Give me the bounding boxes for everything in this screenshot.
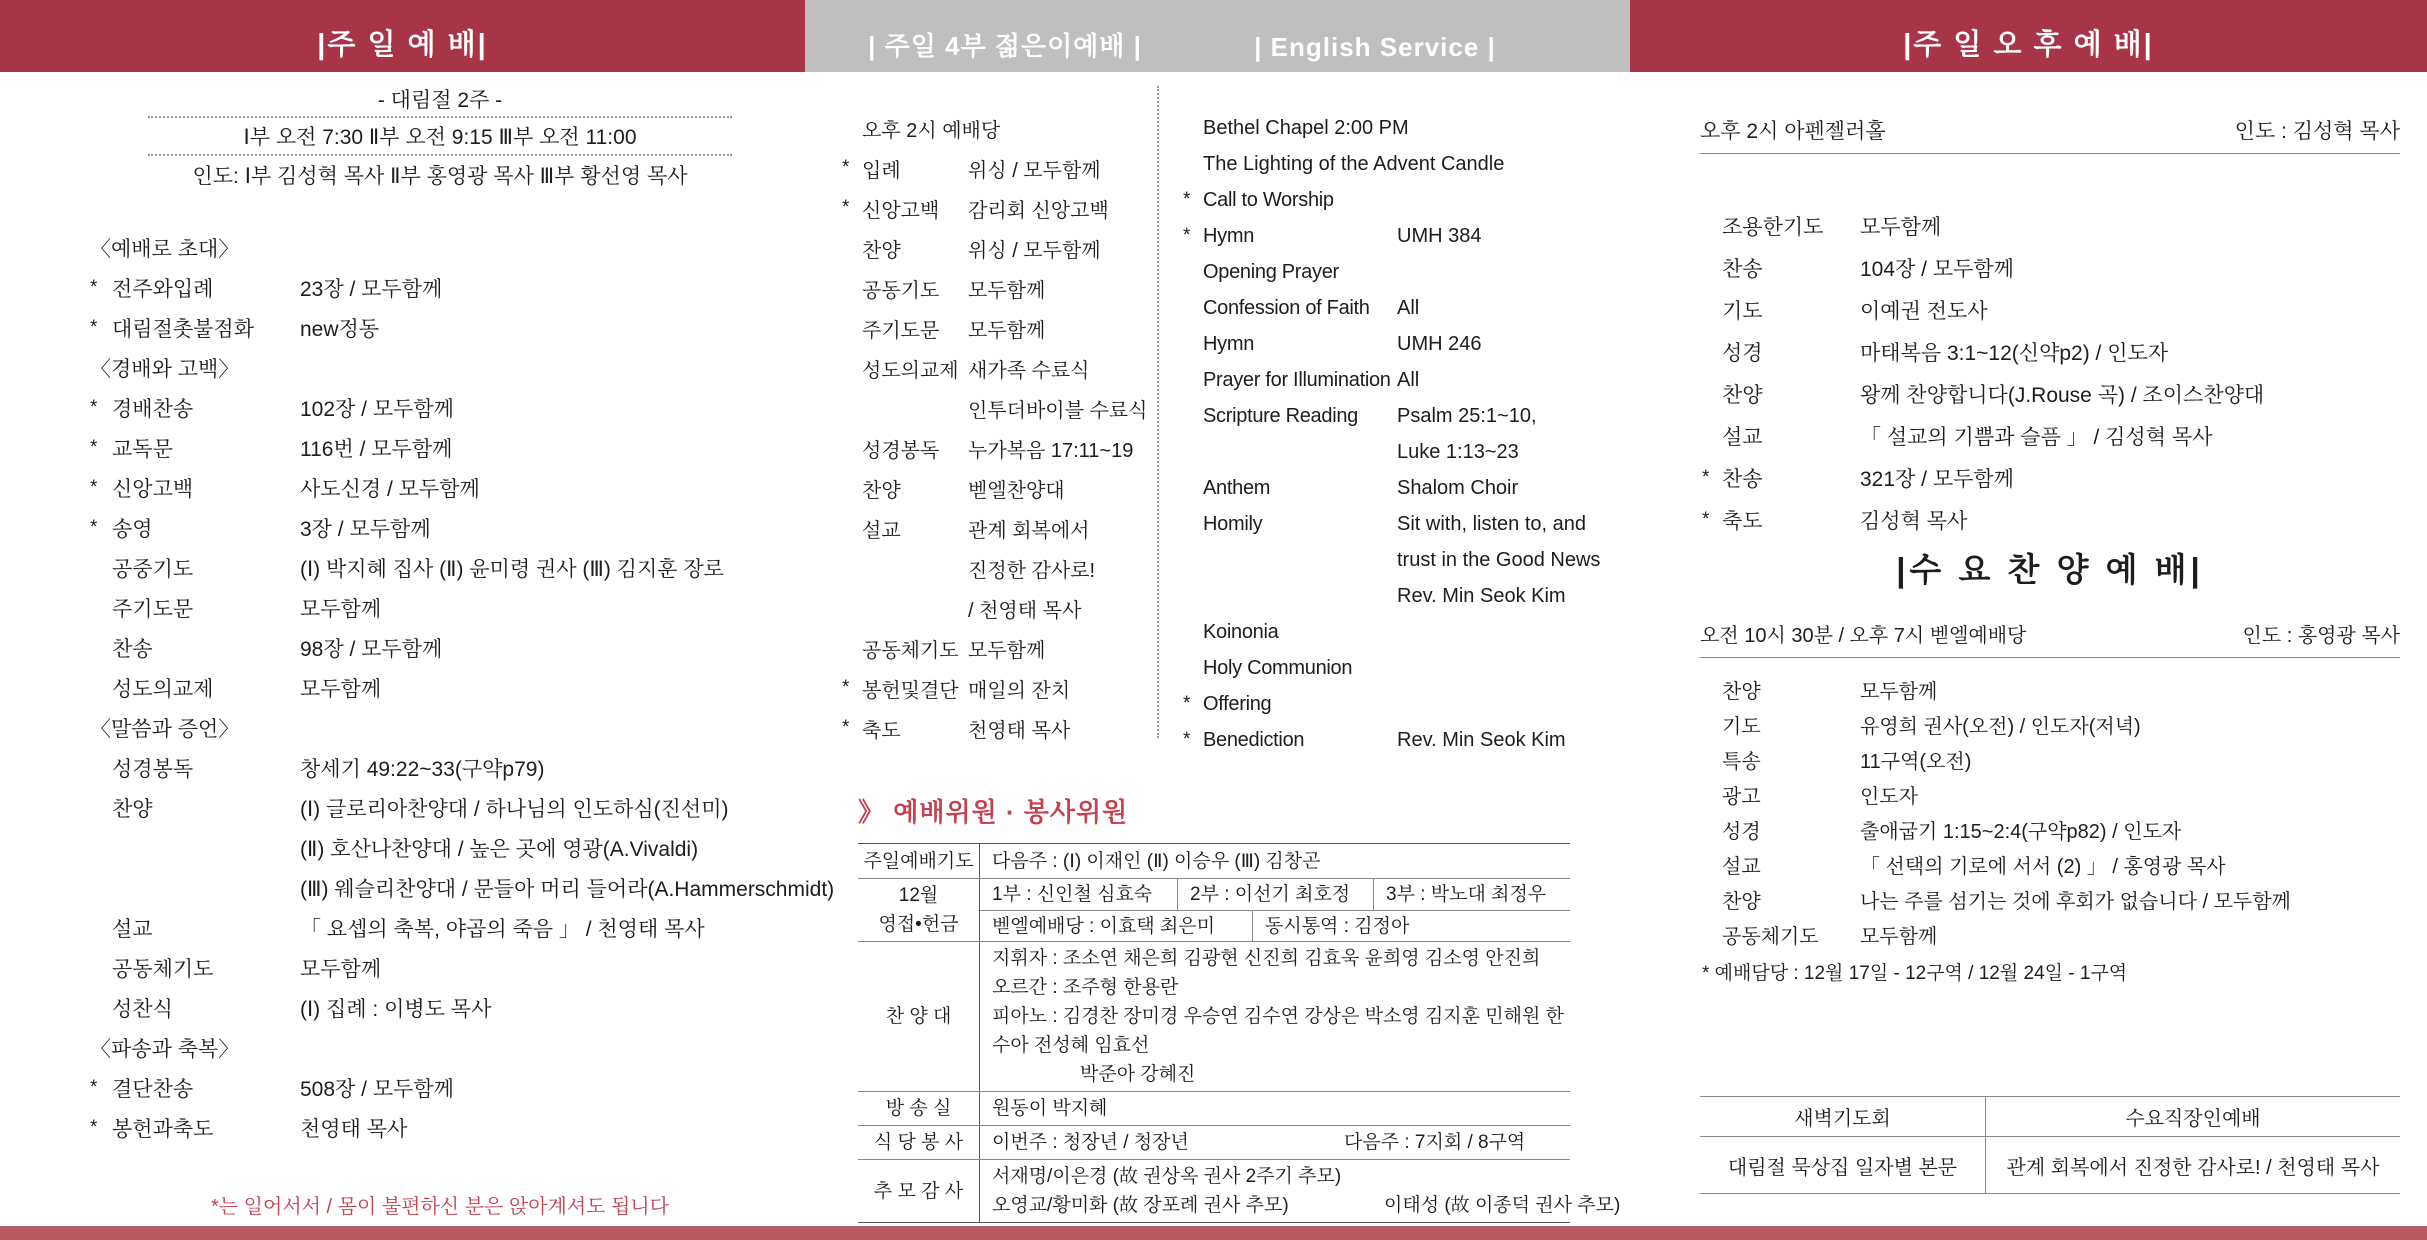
service-row — [1183, 218, 1618, 254]
service-leaders: 인도: Ⅰ부 김성혁 목사 Ⅱ부 홍영광 목사 Ⅲ부 황선영 목사 — [192, 165, 688, 188]
star-mark: * — [90, 1117, 98, 1138]
item-value: 모두함께 — [968, 319, 1046, 342]
item-value: 모두함께 — [300, 678, 382, 701]
section-heading: 〈경배와 고백〉 — [90, 358, 240, 381]
table-row — [858, 941, 1570, 1091]
item-value: 11구역(오전) — [1860, 751, 1972, 773]
star-mark: * — [842, 677, 850, 698]
choir-line: 박준아 강혜진 — [1080, 1064, 1196, 1085]
item-value: 나는 주를 섬기는 것에 후회가 없습니다 / 모두함께 — [1860, 891, 2291, 913]
service-row — [90, 508, 790, 548]
item-label: 공동체기도 — [1722, 926, 1819, 948]
item-value: new정동 — [300, 318, 380, 341]
bottom-red-bar — [0, 1226, 2427, 1240]
wednesday-service-title: |수 요 찬 양 예 배| — [1896, 551, 2204, 588]
star-mark: * — [1183, 729, 1191, 750]
wednesday-duty-note: * 예배담당 : 12월 17일 - 12구역 / 12월 24일 - 1구역 — [1702, 963, 2128, 984]
service-row — [842, 668, 1152, 708]
youth-service-title: | 주일 4부 젊은이예배 | — [868, 31, 1142, 61]
table-row — [1700, 1137, 2400, 1193]
row-label: 식 당 봉 사 — [858, 1126, 980, 1159]
row-label-line: 영접•헌금 — [878, 914, 959, 935]
service-row — [90, 268, 790, 308]
item-label: 기도 — [1722, 716, 1761, 738]
item-value: 누가복음 17:11~19 — [968, 439, 1134, 462]
afternoon-service-header — [1630, 0, 2427, 72]
item-value: 김성혁 목사 — [1860, 510, 1968, 533]
service-row — [842, 468, 1152, 508]
item-label: Anthem — [1203, 476, 1271, 499]
dawn-prayer-table — [1700, 1096, 2400, 1194]
row-label: 방 송 실 — [858, 1092, 980, 1125]
service-row — [1702, 777, 2402, 812]
section-heading: The Lighting of the Advent Candle — [1203, 152, 1505, 175]
service-row — [842, 308, 1152, 348]
item-label: 송영 — [112, 518, 153, 541]
item-label: 입례 — [862, 159, 901, 182]
table-row — [858, 844, 1570, 878]
service-row — [90, 988, 790, 1028]
item-label: 축도 — [1722, 510, 1763, 533]
table-cell: 벧엘예배당 : 이효택 최은미 — [992, 915, 1216, 937]
item-value: 인투더바이블 수료식 — [968, 399, 1148, 422]
service-row — [90, 468, 790, 508]
item-label: 설교 — [1722, 426, 1763, 449]
service-row — [90, 548, 790, 588]
table-cell: 1부 : 신인철 심효숙 — [992, 884, 1153, 905]
item-label: 공동기도 — [862, 279, 940, 302]
item-label: 성경 — [1722, 821, 1761, 843]
item-label: 찬송 — [112, 638, 153, 661]
service-row — [1702, 373, 2402, 415]
service-row — [1702, 415, 2402, 457]
item-value: 매일의 잔치 — [968, 679, 1071, 702]
top-header-band — [0, 0, 2427, 72]
table-row — [858, 1091, 1570, 1125]
item-value: 벧엘찬양대 — [968, 479, 1065, 502]
row-value: 다음주 : (Ⅰ) 이재인 (Ⅱ) 이승우 (Ⅲ) 김창곤 — [992, 850, 1321, 872]
star-mark: * — [1702, 467, 1710, 488]
sunday-service-list — [90, 228, 835, 1148]
item-label: 교독문 — [112, 438, 173, 461]
service-row — [1702, 247, 2402, 289]
service-row — [90, 828, 790, 868]
item-value: Sit with, listen to, and — [1397, 512, 1586, 535]
service-row — [842, 708, 1152, 748]
service-row — [842, 588, 1152, 628]
item-label: Offering — [1203, 692, 1272, 715]
row-value — [980, 942, 1570, 1091]
item-value: Rev. Min Seok Kim — [1397, 728, 1566, 751]
row-label: 찬 양 대 — [858, 942, 980, 1091]
choir-line: 오르간 : 조주형 한용란 — [992, 977, 1179, 998]
row-value — [980, 1126, 1570, 1159]
service-row — [1702, 457, 2402, 499]
service-row — [842, 508, 1152, 548]
item-value: 이예권 전도사 — [1860, 300, 1988, 323]
next-week-duty: 다음주 : 7지회 / 8구역 — [1344, 1132, 1526, 1153]
item-label: 찬양 — [1722, 384, 1763, 407]
service-row — [1183, 326, 1618, 362]
afternoon-venue: 오후 2시 아펜젤러홀 — [1700, 119, 1886, 143]
item-value: 진정한 감사로! — [968, 559, 1096, 582]
item-value: 116번 / 모두함께 — [300, 438, 453, 461]
sunday-service-title: |주 일 예 배| — [317, 29, 488, 61]
service-row — [90, 668, 790, 708]
service-row — [1702, 289, 2402, 331]
star-mark: * — [1702, 509, 1710, 530]
item-label: 찬양 — [862, 239, 901, 262]
service-row — [90, 588, 790, 628]
service-row — [1183, 614, 1618, 650]
item-label: 전주와입례 — [112, 278, 214, 301]
row-label: 주일예배기도 — [858, 844, 980, 878]
star-mark: * — [90, 517, 98, 538]
item-label: 찬양 — [112, 798, 153, 821]
table-row — [858, 878, 1570, 941]
service-row — [1183, 542, 1618, 578]
wednesday-worker-service-header: 수요직장인예배 — [1985, 1097, 2400, 1136]
item-value: 왕께 찬양합니다(J.Rouse 곡) / 조이스찬양대 — [1860, 384, 2265, 407]
item-label: Benediction — [1203, 728, 1305, 751]
item-value: (Ⅰ) 박지혜 집사 (Ⅱ) 윤미령 권사 (Ⅲ) 김지훈 장로 — [300, 558, 724, 581]
item-value: 104장 / 모두함께 — [1860, 258, 2014, 281]
memorial-line — [992, 1191, 1620, 1220]
service-row — [90, 1108, 790, 1148]
service-row — [1183, 290, 1618, 326]
item-label: 경배찬송 — [112, 398, 194, 421]
item-value: Shalom Choir — [1397, 476, 1519, 499]
service-row — [1183, 578, 1618, 614]
service-row — [1183, 398, 1618, 434]
table-cell: 2부 : 이선기 최호정 — [1177, 879, 1373, 910]
item-label: 성경봉독 — [862, 439, 940, 462]
item-value: 천영태 목사 — [300, 1118, 408, 1141]
sunday-service-column — [90, 84, 835, 1148]
item-label: Hymn — [1203, 224, 1255, 247]
item-label: 성도의교제 — [862, 359, 959, 382]
choir-line: 지휘자 : 조소연 채은희 김광현 신진희 김효욱 윤희영 김소영 안진희 — [992, 948, 1541, 969]
service-row — [90, 948, 790, 988]
item-label: Call to Worship — [1203, 188, 1334, 211]
service-row — [842, 548, 1152, 588]
item-value: 창세기 49:22~33(구약p79) — [300, 758, 545, 781]
service-row — [90, 308, 790, 348]
service-row — [90, 748, 790, 788]
standing-footnote: *는 일어서서 / 몸이 불편하신 분은 앉아계셔도 됩니다 — [211, 1196, 669, 1218]
middle-header — [805, 0, 1630, 72]
item-label: Homily — [1203, 512, 1263, 535]
item-label: Confession of Faith — [1203, 296, 1370, 319]
item-label: 특송 — [1722, 751, 1761, 773]
service-row — [842, 428, 1152, 468]
star-mark: * — [90, 397, 98, 418]
row-label — [858, 879, 980, 941]
table-header-row — [1700, 1097, 2400, 1137]
service-row — [1183, 182, 1618, 218]
item-value: (Ⅱ) 호산나찬양대 / 높은 곳에 영광(A.Vivaldi) — [300, 838, 699, 861]
sunday-service-header — [0, 0, 805, 72]
section-heading: 오후 2시 예배당 — [862, 119, 1001, 142]
item-value: 3장 / 모두함께 — [300, 518, 431, 541]
row-label-line: 12월 — [898, 885, 939, 906]
service-row — [90, 348, 790, 388]
item-label: 성경 — [1722, 342, 1763, 365]
item-value: 모두함께 — [1860, 681, 1938, 703]
section-heading: 〈예배로 초대〉 — [90, 238, 240, 261]
service-row — [842, 628, 1152, 668]
section-heading: 〈파송과 축복〉 — [90, 1038, 240, 1061]
item-label: 신앙고백 — [862, 199, 940, 222]
item-value: (Ⅰ) 집례 : 이병도 목사 — [300, 998, 492, 1021]
item-value: 유영희 권사(오전) / 인도자(저녁) — [1860, 716, 2141, 738]
item-value: All — [1397, 296, 1420, 319]
service-row — [842, 388, 1152, 428]
star-mark: * — [842, 157, 850, 178]
item-value: 「 설교의 기쁨과 슬픔 」 / 김성혁 목사 — [1860, 426, 2213, 449]
afternoon-service-list — [1702, 205, 2402, 541]
item-value: 321장 / 모두함께 — [1860, 468, 2014, 491]
english-service-title: | English Service | — [1254, 32, 1496, 62]
star-mark: * — [90, 277, 98, 298]
item-value: 천영태 목사 — [968, 719, 1071, 742]
memorial-line: 서재명/이은경 (故 권상옥 권사 2주기 추모) — [992, 1166, 1342, 1187]
service-row — [1183, 650, 1618, 686]
wednesday-venue: 오전 10시 30분 / 오후 7시 벧엘예배당 — [1700, 625, 2027, 647]
item-label: 찬양 — [1722, 891, 1761, 913]
table-subrow — [980, 879, 1570, 910]
item-value: 98장 / 모두함께 — [300, 638, 443, 661]
item-label: 공중기도 — [112, 558, 194, 581]
item-label: 성찬식 — [112, 998, 173, 1021]
service-times: Ⅰ부 오전 7:30 Ⅱ부 오전 9:15 Ⅲ부 오전 11:00 — [148, 116, 732, 156]
item-value: 위싱 / 모두함께 — [968, 159, 1101, 182]
section-heading: 〈말씀과 증언〉 — [90, 718, 240, 741]
star-mark: * — [842, 197, 850, 218]
service-row — [1183, 110, 1618, 146]
item-value: 새가족 수료식 — [968, 359, 1090, 382]
table-subrow — [980, 910, 1570, 941]
service-row — [842, 348, 1152, 388]
star-mark: * — [90, 477, 98, 498]
table-cell: 동시통역 : 김정아 — [1252, 911, 1570, 941]
star-mark: * — [90, 1077, 98, 1098]
item-label: 찬송 — [1722, 258, 1763, 281]
afternoon-leader: 인도 : 김성혁 목사 — [2234, 119, 2400, 143]
star-mark: * — [1183, 225, 1191, 246]
wednesday-leader: 인도 : 홍영광 목사 — [2242, 625, 2400, 647]
item-value: 508장 / 모두함께 — [300, 1078, 454, 1101]
item-label: 주기도문 — [862, 319, 940, 342]
service-row — [90, 428, 790, 468]
service-row — [90, 708, 790, 748]
service-row — [1702, 917, 2402, 952]
item-label: 성도의교제 — [112, 678, 214, 701]
service-row — [1702, 742, 2402, 777]
item-label: 신앙고백 — [112, 478, 194, 501]
item-value: UMH 384 — [1397, 224, 1482, 247]
service-row — [90, 628, 790, 668]
service-row — [1183, 146, 1618, 182]
service-row — [1183, 722, 1618, 758]
item-value: 마태복음 3:1~12(신약p2) / 인도자 — [1860, 342, 2169, 365]
afternoon-service-subheader — [1700, 106, 2400, 154]
committee-table — [858, 843, 1621, 1223]
choir-line: 피아노 : 김경찬 장미경 우승연 김수연 강상은 박소영 김지훈 민해원 한수아 전성혜 임효선 — [992, 1006, 1564, 1056]
youth-service-list — [842, 108, 1152, 748]
service-row — [90, 1068, 790, 1108]
item-label: 축도 — [862, 719, 901, 742]
item-value: 모두함께 — [300, 598, 382, 621]
item-value: 「 요셉의 축복, 야곱의 죽음 」 / 천영태 목사 — [300, 918, 705, 941]
wednesday-worker-service-value: 관계 회복에서 진정한 감사로! / 천영태 목사 — [1985, 1137, 2400, 1193]
item-label: 광고 — [1722, 786, 1761, 808]
english-service-list — [1183, 110, 1618, 758]
service-row — [1183, 362, 1618, 398]
memorial-entry: 오영교/황미화 (故 장포례 권사 추모) — [992, 1195, 1289, 1216]
star-mark: * — [842, 717, 850, 738]
row-value — [980, 879, 1570, 941]
item-value: 모두함께 — [968, 279, 1046, 302]
service-row — [1183, 686, 1618, 722]
item-label: Holy Communion — [1203, 656, 1353, 679]
committee-section-title: 》 예배위원 · 봉사위원 — [858, 797, 1129, 827]
service-row — [1702, 847, 2402, 882]
service-row — [90, 908, 790, 948]
item-label: 성경봉독 — [112, 758, 194, 781]
advent-week-label: - 대림절 2주 - — [377, 89, 503, 112]
service-row — [842, 268, 1152, 308]
item-value: 「 선택의 기로에 서서 (2) 」 / 홍영광 목사 — [1860, 856, 2226, 878]
item-value: 23장 / 모두함께 — [300, 278, 443, 301]
service-row — [90, 228, 790, 268]
dawn-prayer-value: 대림절 묵상집 일자별 본문 — [1727, 1156, 1958, 1179]
item-value: 모두함께 — [300, 958, 382, 981]
item-label: 찬송 — [1722, 468, 1763, 491]
row-value: 원동이 박지혜 — [992, 1098, 1108, 1119]
item-label: 대림절촛불점화 — [112, 318, 255, 341]
item-value: Psalm 25:1~10, — [1397, 404, 1537, 427]
star-mark: * — [1183, 189, 1191, 210]
service-row — [1702, 672, 2402, 707]
item-value: 인도자 — [1860, 786, 1918, 808]
table-row — [858, 1125, 1570, 1159]
dotted-column-divider — [1157, 86, 1159, 738]
star-mark: * — [90, 437, 98, 458]
service-row — [1702, 707, 2402, 742]
service-row — [90, 1028, 790, 1068]
item-value: Rev. Min Seok Kim — [1397, 584, 1566, 607]
table-row — [858, 1159, 1621, 1222]
item-label: 결단찬송 — [112, 1078, 194, 1101]
item-label: 찬양 — [862, 479, 901, 502]
service-row — [1702, 205, 2402, 247]
table-cell: 3부 : 박노대 최정우 — [1373, 879, 1570, 910]
afternoon-service-title: |주 일 오 후 예 배| — [1903, 29, 2154, 61]
item-label: 설교 — [112, 918, 153, 941]
item-label: Prayer for Illumination — [1203, 368, 1391, 391]
item-value: All — [1397, 368, 1420, 391]
service-row — [90, 868, 835, 908]
service-row — [842, 228, 1152, 268]
duty-line — [992, 1128, 1570, 1157]
service-row — [1183, 254, 1618, 290]
row-label: 추 모 감 사 — [858, 1160, 980, 1222]
item-label: 공동체기도 — [112, 958, 214, 981]
item-value: trust in the Good News — [1397, 548, 1601, 571]
item-label: Opening Prayer — [1203, 260, 1339, 283]
service-row — [1702, 882, 2402, 917]
item-value: 감리회 신앙고백 — [968, 199, 1109, 222]
star-mark: * — [1183, 693, 1191, 714]
item-value: UMH 246 — [1397, 332, 1482, 355]
service-row — [842, 148, 1152, 188]
item-label: 기도 — [1722, 300, 1763, 323]
item-value: 모두함께 — [1860, 216, 1942, 239]
service-row — [1702, 812, 2402, 847]
item-value: (Ⅰ) 글로리아찬양대 / 하나님의 인도하심(진선미) — [300, 798, 729, 821]
item-label: 조용한기도 — [1722, 216, 1824, 239]
item-label: 주기도문 — [112, 598, 194, 621]
item-label: 공동체기도 — [862, 639, 959, 662]
service-row — [1183, 506, 1618, 542]
item-value: / 천영태 목사 — [968, 599, 1082, 622]
item-label: Koinonia — [1203, 620, 1279, 643]
item-value: (Ⅲ) 웨슬리찬양대 / 문들아 머리 들어라(A.Hammerschmidt) — [300, 878, 835, 901]
item-value: Luke 1:13~23 — [1397, 440, 1519, 463]
wednesday-service-list — [1702, 672, 2402, 952]
service-row — [1702, 331, 2402, 373]
service-row — [90, 388, 790, 428]
item-label: Scripture Reading — [1203, 404, 1358, 427]
service-row — [1702, 499, 2402, 541]
item-value: 102장 / 모두함께 — [300, 398, 454, 421]
item-label: 찬양 — [1722, 681, 1761, 703]
memorial-entry: 이태성 (故 이종덕 권사 추모) — [1384, 1195, 1621, 1216]
item-value: 출애굽기 1:15~2:4(구약p82) / 인도자 — [1860, 821, 2182, 843]
service-row — [842, 108, 1152, 148]
item-label: 봉헌및결단 — [862, 679, 959, 702]
item-label: 설교 — [1722, 856, 1761, 878]
service-row — [1183, 470, 1618, 506]
item-label: Hymn — [1203, 332, 1255, 355]
item-value: 관계 회복에서 — [968, 519, 1090, 542]
row-value — [980, 1160, 1620, 1222]
this-week-duty: 이번주 : 청장년 / 청장년 — [992, 1132, 1189, 1153]
service-row — [842, 188, 1152, 228]
service-row — [90, 788, 790, 828]
item-label: 봉헌과축도 — [112, 1118, 214, 1141]
dawn-prayer-header: 새벽기도회 — [1794, 1108, 1891, 1130]
service-row — [1183, 434, 1618, 470]
item-label: 설교 — [862, 519, 901, 542]
section-heading: Bethel Chapel 2:00 PM — [1203, 116, 1409, 139]
item-value: 모두함께 — [968, 639, 1046, 662]
item-value: 위싱 / 모두함께 — [968, 239, 1101, 262]
wednesday-service-subheader — [1700, 610, 2400, 658]
star-mark: * — [90, 317, 98, 338]
item-value: 사도신경 / 모두함께 — [300, 478, 480, 501]
item-value: 모두함께 — [1860, 926, 1938, 948]
